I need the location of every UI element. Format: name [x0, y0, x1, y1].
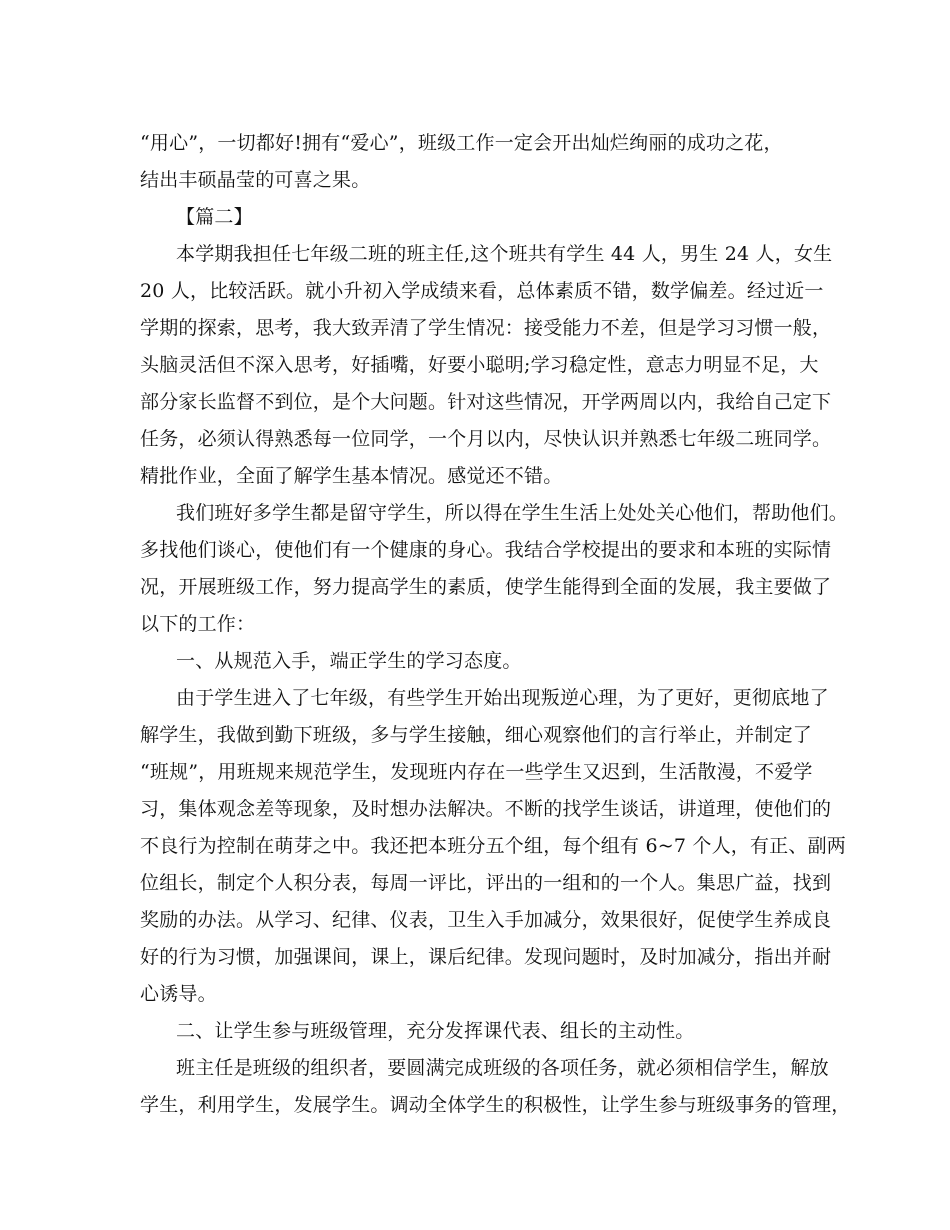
- subsection-heading: 一、从规范入手，端正学生的学习态度。: [176, 650, 522, 672]
- text-line: 习，集体观念差等现象，及时想办法解决。不断的找学生谈话，讲道理，使他们的: [140, 798, 832, 820]
- text-line: 多找他们谈心，使他们有一个健康的身心。我结合学校提出的要求和本班的实际情: [140, 539, 832, 561]
- text-line: 以下的工作：: [140, 613, 256, 635]
- text-line: “班规”，用班规来规范学生，发现班内存在一些学生又迟到，生活散漫，不爱学: [140, 761, 813, 783]
- text-line: 结出丰硕晶莹的可喜之果。: [140, 169, 371, 191]
- text-line: “用心”，一切都好!拥有“爱心”，班级工作一定会开出灿烂绚丽的成功之花，: [140, 132, 783, 154]
- text-line: 奖励的办法。从学习、纪律、仪表，卫生入手加减分，效果很好，促使学生养成良: [140, 909, 832, 931]
- paragraph-start: 本学期我担任七年级二班的班主任,这个班共有学生 44 人，男生 24 人，女生: [176, 243, 833, 265]
- subsection-heading: 二、让学生参与班级管理，充分发挥课代表、组长的主动性。: [176, 1020, 695, 1042]
- text-line: 心诱导。: [140, 983, 217, 1005]
- text-line: 头脑灵活但不深入思考，好插嘴，好要小聪明;学习稳定性，意志力明显不足，大: [140, 354, 819, 376]
- text-line: 任务，必须认得熟悉每一位同学，一个月以内，尽快认识并熟悉七年级二班同学。: [140, 428, 832, 450]
- text-line: 20 人，比较活跃。就小升初入学成绩来看，总体素质不错，数学偏差。经过近一: [140, 280, 824, 302]
- text-line: 精批作业，全面了解学生基本情况。感觉还不错。: [140, 465, 563, 487]
- text-line: 况，开展班级工作，努力提高学生的素质，使学生能得到全面的发展，我主要做了: [140, 576, 832, 598]
- text-line: 部分家长监督不到位，是个大问题。针对这些情况，开学两周以内，我给自己定下: [140, 391, 832, 413]
- paragraph-start: 我们班好多学生都是留守学生，所以得在学生生活上处处关心他们，帮助他们。: [176, 502, 849, 524]
- text-line: 好的行为习惯，加强课间，课上，课后纪律。发现问题时，及时加减分，指出并耐: [140, 946, 832, 968]
- text-line: 学生，利用学生，发展学生。调动全体学生的积极性，让学生参与班级事务的管理，: [140, 1094, 851, 1116]
- paragraph-start: 班主任是班级的组织者，要圆满完成班级的各项任务，就必须相信学生，解放: [176, 1057, 829, 1079]
- text-line: 学期的探索，思考，我大致弄清了学生情况：接受能力不差，但是学习习惯一般，: [140, 317, 832, 339]
- text-line: 位组长，制定个人积分表，每周一评比，评出的一组和的一个人。集思广益，找到: [140, 872, 832, 894]
- section-heading: 【篇二】: [176, 206, 253, 228]
- text-line: 不良行为控制在萌芽之中。我还把本班分五个组，每个组有 6~7 个人，有正、副两: [140, 835, 846, 857]
- text-line: 解学生，我做到勤下班级，多与学生接触，细心观察他们的言行举止，并制定了: [140, 724, 813, 746]
- paragraph-start: 由于学生进入了七年级，有些学生开始出现叛逆心理，为了更好，更彻底地了: [176, 687, 829, 709]
